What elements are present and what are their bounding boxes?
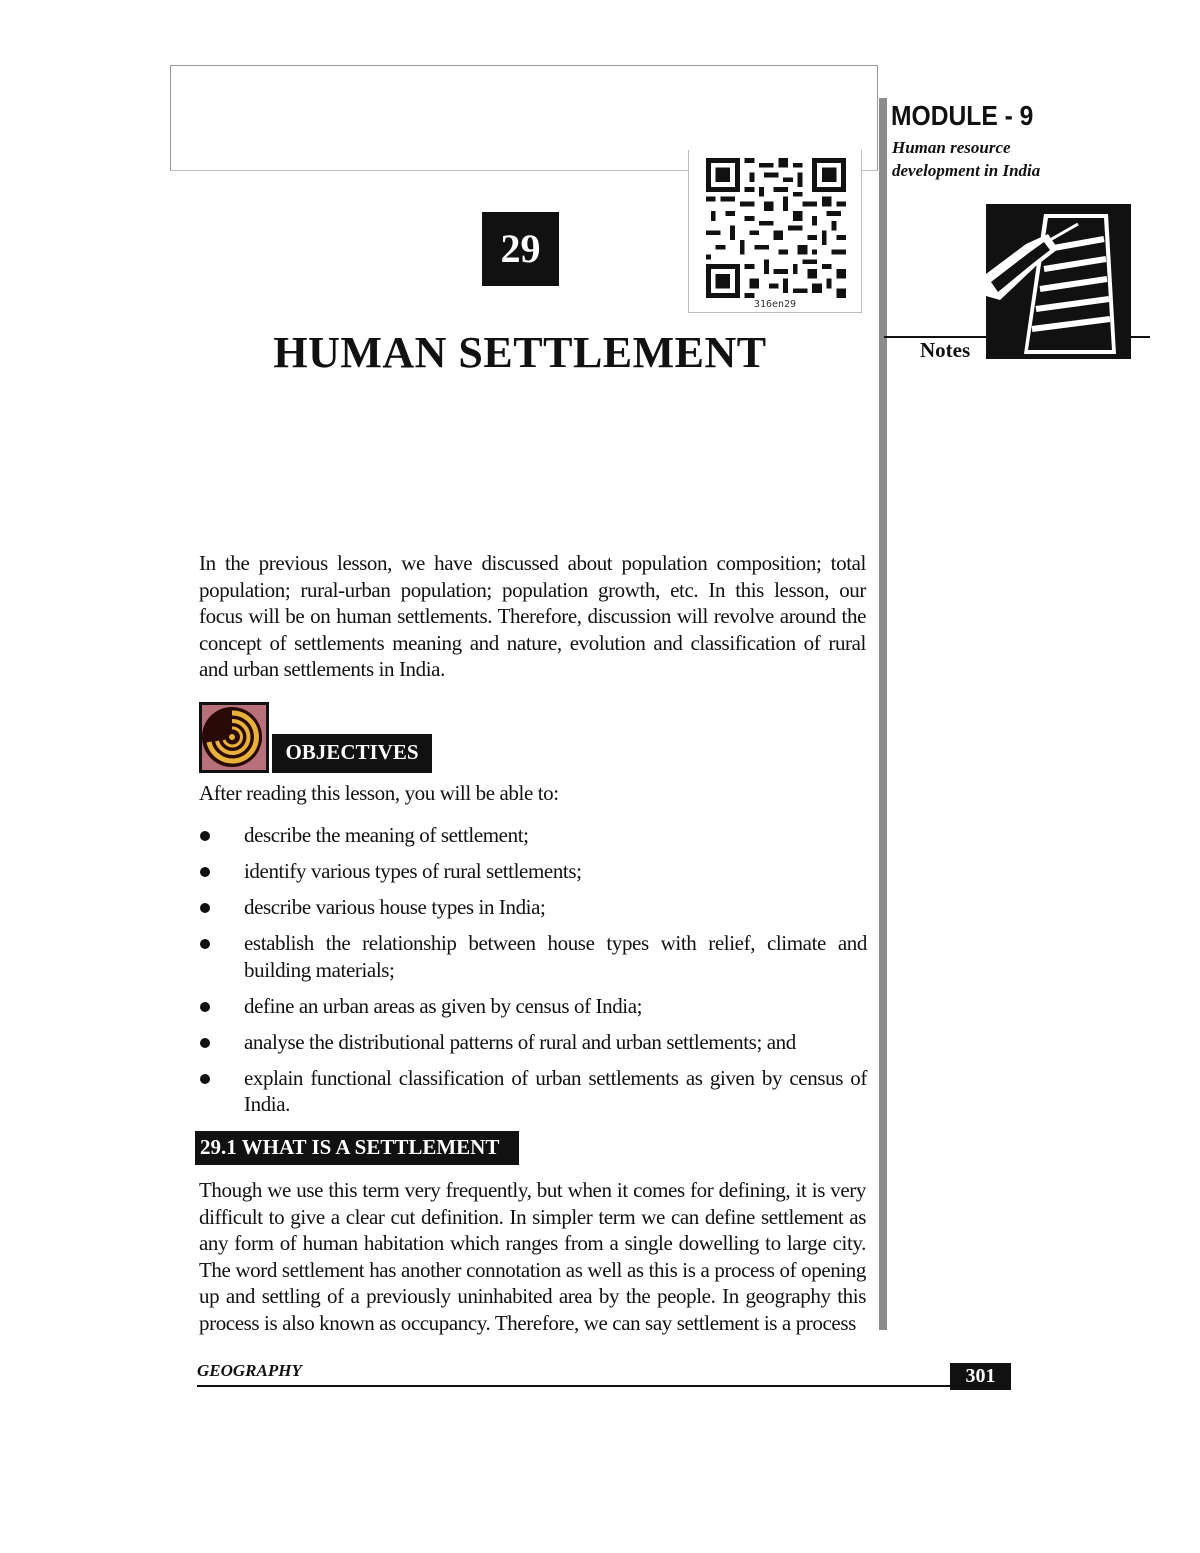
footer-subject: GEOGRAPHY <box>197 1361 302 1380</box>
objective-item: define an urban areas as given by census of India; <box>199 993 867 1020</box>
margin-divider <box>879 98 887 1330</box>
objectives-list <box>199 822 867 1127</box>
objectives-lead: After reading this lesson, you will be able to: <box>199 781 559 805</box>
objectives-heading: OBJECTIVES <box>272 734 432 773</box>
objective-item: analyse the distributional patterns of rural and urban settlements; and <box>199 1029 867 1056</box>
chapter-title: HUMAN SETTLEMENT <box>273 328 767 377</box>
objective-item: describe various house types in India; <box>199 894 867 921</box>
chapter-number: 29 <box>482 212 559 286</box>
footer-rule <box>197 1385 1011 1387</box>
objectives-target-icon <box>199 702 269 773</box>
qr-code-caption: 316en29 <box>753 299 797 310</box>
section-body: Though we use this term very frequently, but when it comes for defining, it is very difficult to give a clear cut definition. In simpler term we can define settlement as any form of human habitation which ranges from a single dowelling to large city. The word settlement has another connotation as well as this is a process of opening up and settling of a previously uninhabited area by the people. In geography this process is also known as occupancy. Therefore, we can say settlement is a process <box>199 1178 866 1335</box>
section-heading: 29.1 WHAT IS A SETTLEMENT <box>195 1131 519 1165</box>
objective-item: describe the meaning of settlement; <box>199 822 867 849</box>
objective-item: establish the relationship between house types with relief, climate and building materials; <box>199 930 867 983</box>
intro-paragraph: In the previous lesson, we have discussed about population composition; total population; rural-urban population; population growth, etc. In this lesson, our focus will be on human settlements. Therefore, discussion will revolve around the concept of settlements meaning and nature, evolution and classification of rural and urban settlements in India. <box>199 551 866 681</box>
module-subtitle <box>892 136 1092 182</box>
notes-label: Notes <box>920 338 971 362</box>
objective-item: explain functional classification of urban settlements as given by census of India. <box>199 1065 867 1118</box>
module-subtitle-line1: Human resource <box>892 138 1011 157</box>
qr-code <box>706 158 846 298</box>
notes-writing-icon <box>986 204 1131 359</box>
qr-code-frame <box>688 150 862 313</box>
page-number: 301 <box>950 1363 1011 1390</box>
objective-item: identify various types of rural settlements; <box>199 858 867 885</box>
module-subtitle-line2: development in India <box>892 161 1041 180</box>
module-title: MODULE - 9 <box>891 100 1034 131</box>
